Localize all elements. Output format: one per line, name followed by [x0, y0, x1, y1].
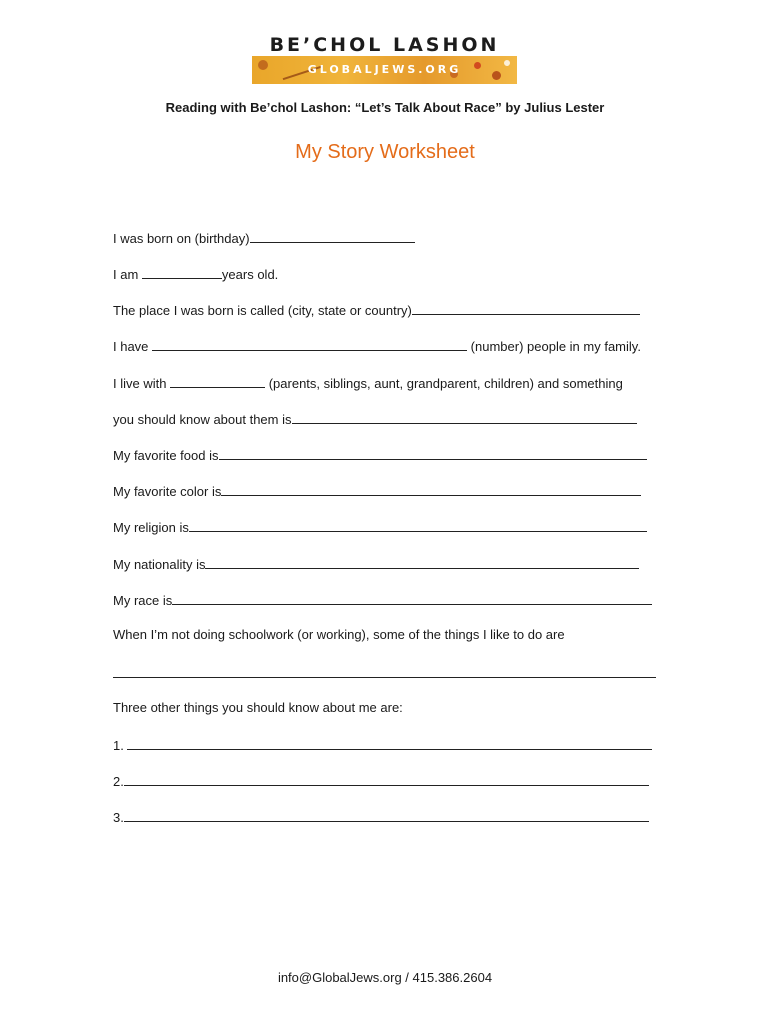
- family-count-prefix: I have: [113, 339, 149, 354]
- live-with-suffix: (parents, siblings, aunt, grandparent, children) and something: [268, 376, 623, 391]
- list-item-number: 3.: [113, 810, 124, 825]
- page-title: My Story Worksheet: [295, 141, 475, 163]
- know-about-line: [113, 410, 637, 428]
- know-about-blank[interactable]: [292, 410, 637, 424]
- age-line: [113, 265, 278, 283]
- list-item-number: 1.: [113, 738, 124, 753]
- list-item: [113, 772, 649, 790]
- list-item: [113, 808, 649, 826]
- family-count-blank[interactable]: [152, 337, 467, 351]
- religion-label: My religion is: [113, 520, 189, 535]
- religion-blank[interactable]: [189, 518, 647, 532]
- footer-contact: info@GlobalJews.org / 415.386.2604: [277, 970, 493, 985]
- food-label: My favorite food is: [113, 448, 219, 463]
- list-item-blank[interactable]: [127, 736, 652, 750]
- race-label: My race is: [113, 593, 173, 608]
- live-with-prefix: I live with: [113, 376, 167, 391]
- logo-banner: [252, 56, 517, 84]
- bechol-lashon-logo: [252, 34, 517, 86]
- food-line: [113, 446, 647, 464]
- live-with-blank[interactable]: [170, 374, 265, 388]
- birthday-line: [113, 229, 415, 247]
- nationality-label: My nationality is: [113, 557, 206, 572]
- color-label: My favorite color is: [113, 484, 222, 499]
- list-item-number: 2.: [113, 774, 124, 789]
- know-about-label: you should know about them is: [113, 412, 292, 427]
- document-subtitle: Reading with Be’chol Lashon: “Let’s Talk About Race” by Julius Lester: [165, 100, 605, 115]
- hobbies-line: [113, 627, 565, 643]
- age-blank[interactable]: [142, 265, 222, 279]
- birthday-label: I was born on (birthday): [113, 231, 250, 246]
- list-item-blank[interactable]: [124, 808, 649, 822]
- hobbies-label: When I’m not doing schoolwork (or working), some of the things I like to do are: [113, 627, 565, 642]
- birthday-blank[interactable]: [250, 229, 415, 243]
- hobbies-blank[interactable]: [113, 677, 656, 678]
- family-count-line: [113, 337, 641, 355]
- logo-title: BE’CHOL LASHON: [269, 34, 500, 56]
- three-things-label: Three other things you should know about me are:: [113, 700, 403, 715]
- live-with-line: [113, 374, 623, 392]
- list-item-blank[interactable]: [124, 772, 649, 786]
- color-blank[interactable]: [221, 482, 641, 496]
- family-count-suffix: (number) people in my family.: [470, 339, 641, 354]
- nationality-line: [113, 555, 639, 573]
- list-item: [113, 736, 652, 754]
- birthplace-line: [113, 301, 640, 319]
- religion-line: [113, 518, 647, 536]
- race-line: [113, 591, 652, 609]
- birthplace-label: The place I was born is called (city, state or country): [113, 303, 412, 318]
- logo-subtitle: GLOBALJEWS.ORG: [307, 63, 462, 76]
- nationality-blank[interactable]: [205, 555, 639, 569]
- age-prefix: I am: [113, 267, 139, 282]
- age-suffix: years old.: [221, 267, 279, 282]
- color-line: [113, 482, 641, 500]
- three-things-line: [113, 700, 403, 716]
- food-blank[interactable]: [219, 446, 647, 460]
- birthplace-blank[interactable]: [412, 301, 640, 315]
- race-blank[interactable]: [172, 591, 652, 605]
